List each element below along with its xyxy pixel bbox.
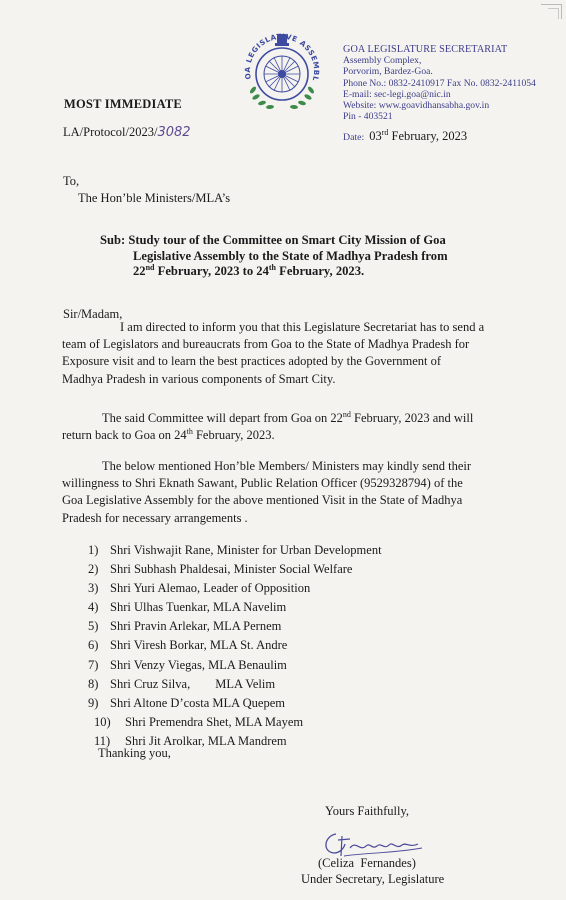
list-text: Shri Pravin Arlekar, MLA Pernem bbox=[110, 619, 282, 634]
paragraph-line: willingness to Shri Eknath Sawant, Public Relation Officer (9529328794) of the bbox=[62, 476, 463, 491]
paragraph-line: I am directed to inform you that this Legislature Secretariat has to send a bbox=[120, 320, 485, 334]
date-label: Date: bbox=[343, 132, 365, 143]
letter-date bbox=[343, 129, 467, 144]
reference-printed: LA/Protocol/2023/ bbox=[63, 125, 158, 139]
members-list bbox=[88, 541, 382, 751]
para2-text-a: The said Committee will depart from Goa on 22 bbox=[102, 411, 343, 425]
list-number: 11) bbox=[94, 733, 111, 748]
list-text: Shri Venzy Viegas, MLA Benaulim bbox=[110, 657, 287, 672]
website-line: Website: www.goavidhansabha.gov.in bbox=[343, 100, 490, 112]
list-item bbox=[88, 694, 382, 713]
priority-label: MOST IMMEDIATE bbox=[64, 97, 182, 111]
list-number: 7) bbox=[88, 657, 99, 672]
paragraph-line bbox=[62, 427, 517, 444]
subject-sup-b: th bbox=[268, 262, 277, 272]
list-text: Shri Cruz Silva, MLA Velim bbox=[110, 676, 276, 691]
list-number: 3) bbox=[88, 581, 99, 596]
subject-date-c: February, 2023. bbox=[276, 264, 365, 278]
subject-date-a: 22 bbox=[133, 264, 146, 278]
list-item bbox=[94, 713, 382, 732]
paragraph-1 bbox=[62, 319, 517, 388]
para2-sup-b: th bbox=[186, 427, 193, 437]
reference-handwritten: 3082 bbox=[157, 125, 191, 140]
letterhead-address bbox=[343, 44, 536, 122]
list-item bbox=[88, 675, 382, 694]
list-text: Shri Yuri Alemao, Leader of Opposition bbox=[110, 581, 311, 596]
subject-line-1: Sub: Study tour of the Committee on Smart City Mission of Goa bbox=[100, 233, 446, 247]
list-item bbox=[88, 617, 382, 636]
email-line: E-mail: sec-legi.goa@nic.in bbox=[343, 88, 451, 100]
para2-text-d: February, 2023. bbox=[192, 428, 275, 443]
subject-line-2-text: Legislative Assembly to the State of Madhya Pradesh from bbox=[133, 248, 448, 263]
signatory-title: Under Secretary, Legislature bbox=[301, 872, 445, 886]
sign-off: Yours Faithfully, bbox=[325, 804, 410, 818]
list-text: Shri Ulhas Tuenkar, MLA Navelim bbox=[110, 600, 287, 615]
signatory-name: (Celiza Fernandes) bbox=[318, 856, 416, 870]
para2-text-b: February, 2023 and will bbox=[350, 411, 474, 425]
list-number: 10) bbox=[94, 714, 111, 729]
subject-line-2 bbox=[100, 249, 510, 265]
salutation: Sir/Madam, bbox=[63, 307, 123, 321]
closing-thanks: Thanking you, bbox=[98, 746, 171, 760]
list-number: 4) bbox=[88, 600, 99, 615]
recipient: The Hon’ble Ministers/MLA’s bbox=[78, 191, 231, 205]
assembly-seal-logo bbox=[234, 22, 330, 118]
pin-line: Pin - 403521 bbox=[343, 111, 393, 123]
page-corner-mark-inner bbox=[548, 8, 559, 19]
list-item bbox=[88, 656, 382, 675]
para2-text-c: return back to Goa on 24 bbox=[62, 428, 187, 443]
list-text: Shri Viresh Borkar, MLA St. Andre bbox=[110, 638, 288, 653]
list-item bbox=[88, 579, 382, 598]
list-item bbox=[88, 598, 382, 617]
paragraph-3 bbox=[62, 458, 517, 527]
paragraph-line: The below mentioned Hon’ble Members/ Ministers may kindly send their bbox=[102, 459, 472, 473]
subject-line-3 bbox=[100, 264, 510, 280]
to-label: To, bbox=[63, 174, 80, 188]
paragraph-line: Goa Legislative Assembly for the above mentioned Visit in the State of Madhya bbox=[62, 493, 463, 508]
list-number: 9) bbox=[88, 695, 99, 710]
address-line: Assembly Complex, bbox=[343, 55, 422, 67]
address-line: Porvorim, Bardez-Goa. bbox=[343, 66, 433, 78]
seal-emblem-icon bbox=[234, 22, 330, 118]
list-text: Shri Subhash Phaldesai, Minister Social Welfare bbox=[110, 562, 353, 577]
list-number: 5) bbox=[88, 619, 99, 634]
para2-sup-a: nd bbox=[342, 409, 351, 419]
subject-block bbox=[100, 233, 510, 280]
paragraph-line: Pradesh for necessary arrangements . bbox=[62, 510, 248, 525]
list-item bbox=[88, 541, 382, 560]
list-number: 2) bbox=[88, 562, 99, 577]
subject-date-b: February, 2023 to 24 bbox=[154, 264, 269, 278]
list-item bbox=[88, 560, 382, 579]
list-text: Shri Premendra Shet, MLA Mayem bbox=[125, 714, 304, 729]
secretariat-name: GOA LEGISLATURE SECRETARIAT bbox=[343, 44, 508, 55]
list-number: 8) bbox=[88, 676, 99, 691]
list-number: 6) bbox=[88, 638, 99, 653]
paragraph-line: team of Legislators and bureaucrats from Goa to the State of Madhya Pradesh for bbox=[62, 337, 470, 352]
paragraph-line: Madhya Pradesh in various components of Smart City. bbox=[62, 371, 336, 386]
date-rest: February, 2023 bbox=[388, 129, 468, 143]
list-number: 1) bbox=[88, 543, 99, 557]
paragraph-line bbox=[102, 410, 517, 427]
date-day: 03 bbox=[369, 129, 382, 143]
list-text: Shri Vishwajit Rane, Minister for Urban Development bbox=[110, 543, 382, 557]
list-text: Shri Jit Arolkar, MLA Mandrem bbox=[125, 733, 287, 748]
list-text: Shri Altone D’costa MLA Quepem bbox=[110, 695, 285, 710]
subject-sup-a: nd bbox=[145, 262, 155, 272]
date-suffix: rd bbox=[381, 127, 389, 137]
paragraph-2 bbox=[62, 409, 517, 444]
reference-number bbox=[63, 125, 191, 140]
svg-text:GOA LEGISLATIVE ASSEMBLY: OA LEGISLATIVE ASSEMBL bbox=[242, 31, 322, 82]
paragraph-line: Exposure visit and to learn the best practices adopted by the Government of bbox=[62, 354, 442, 369]
list-item bbox=[88, 636, 382, 655]
phone-fax-line: Phone No.: 0832-2410917 Fax No. 0832-2411054 bbox=[343, 77, 536, 89]
